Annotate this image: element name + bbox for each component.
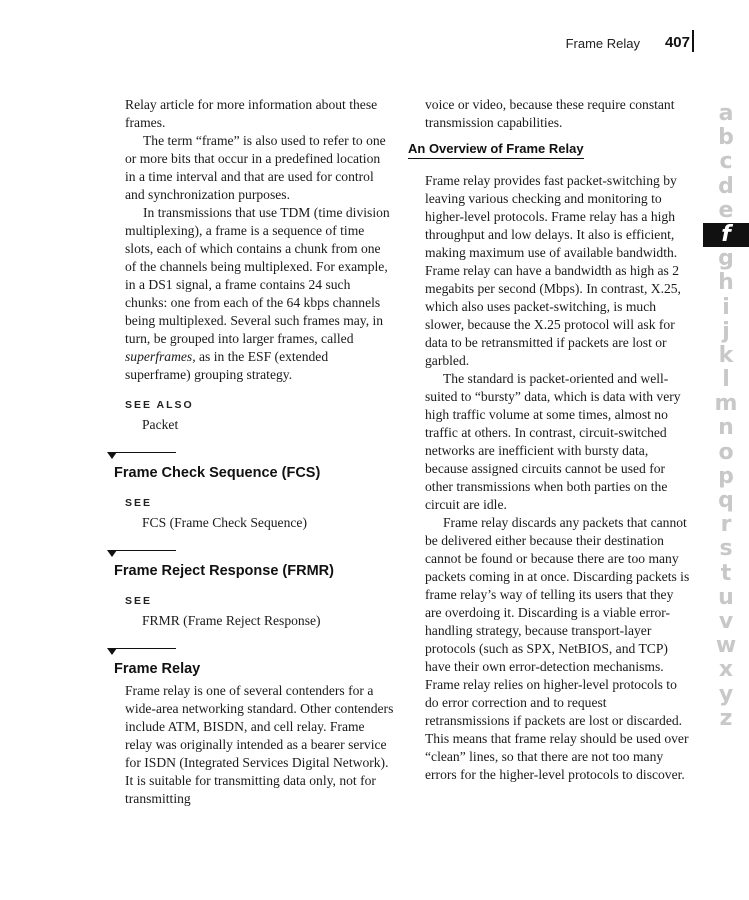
left-column [112, 96, 394, 808]
thumb-letter-s: s [719, 536, 733, 562]
entry-title: Frame Relay [114, 661, 201, 677]
see-label: SEE [125, 497, 153, 509]
thumb-letter-t: t [720, 560, 732, 586]
thumb-letter-k: k [718, 342, 734, 368]
see-reference: FCS (Frame Check Sequence) [142, 515, 307, 530]
entry-marker [112, 550, 182, 560]
section-heading [408, 140, 693, 158]
tdm-text-after: as in the ESF (extended superframe) grouping strategy. [125, 349, 329, 382]
thumb-letter-l: l [722, 367, 730, 393]
entry-rule [112, 648, 176, 649]
see-reference: FRMR (Frame Reject Response) [142, 613, 321, 628]
right-column [408, 96, 693, 784]
triangle-marker-icon [107, 550, 117, 557]
triangle-marker-icon [107, 452, 117, 459]
continued-text [112, 96, 394, 434]
thumb-letter-z: z [719, 705, 733, 731]
tdm-text-before: In transmissions that use TDM (time division multiplexing), a frame is a sequence of time slots, each of which contains a chunk from one of the channels being multiplexed. For example, in a DS1 signal, a frame contains 24 such chunks: one from each of the 64 kbps channels being multiplexed. Several such frames may, in turn, be grouped into larger frames, called [125, 205, 390, 346]
thumb-letter-i: i [722, 294, 730, 320]
entry-title: Frame Check Sequence (FCS) [114, 465, 321, 481]
thumb-letter-j: j [722, 318, 730, 344]
thumb-letter-v: v [718, 608, 734, 634]
entry-rule [112, 452, 176, 453]
thumb-letter-w: w [715, 633, 737, 659]
header-rule [692, 30, 694, 52]
page-number: 407 [664, 34, 690, 51]
running-head: Frame Relay [565, 36, 640, 51]
thumb-letter-r: r [720, 512, 732, 538]
see-also-reference: Packet [142, 417, 179, 432]
entry-title: Frame Reject Response (FRMR) [114, 563, 334, 579]
thumb-letter-u: u [718, 584, 734, 610]
thumb-letter-p: p [718, 463, 734, 489]
entry-rule [112, 550, 176, 551]
bursty-data-paragraph: The standard is packet-oriented and well-suited to “bursty” data, which is data with very high traffic volume at some times, almost no traffic at others. In contrast, circuit-switched networks are inefficient with bursty data, because assigned circuits cannot be used for other transmissions when both parties on the circuit are idle. [425, 371, 681, 512]
thumb-letter-x: x [718, 657, 734, 683]
superframes-emphasis: superframes, [125, 349, 196, 364]
thumb-letter-b: b [718, 125, 734, 151]
frame-bits-paragraph: The term “frame” is also used to refer to one or more bits that occur in a predefined location in a time interval and that are used for control and synchronization purposes. [125, 133, 386, 202]
entry-frame-check-sequence [112, 452, 394, 532]
thumb-letter-c: c [719, 149, 733, 175]
continued-paragraph: voice or video, because these require constant transmission capabilities. [425, 97, 675, 130]
triangle-marker-icon [107, 648, 117, 655]
section-heading-text: An Overview of Frame Relay [408, 141, 584, 159]
frame-relay-intro-paragraph: Frame relay is one of several contenders for a wide-area networking standard. Other contenders include ATM, BISDN, and cell relay. Frame relay was originally intended as a bearer service for ISDN (Integrated Services Digital Network). It is suitable for transmitting data only, not for transmitting [125, 683, 394, 806]
thumb-letter-n: n [718, 415, 734, 441]
thumb-letter-f: f [703, 223, 749, 247]
overview-paragraph: Frame relay provides fast packet-switching by leaving various checking and monitoring to higher-level protocols. Frame relay has a high throughput and low delays. It also is efficient, making maximum use of available bandwidth. Frame relay can have a bandwidth as high as 2 megabits per second (Mbps). In contrast, X.25, which also uses packet-switching, is much slower, because the X.25 protocol will ask for data to be retransmitted if packets are lost or garbled. [425, 173, 681, 368]
thumb-letter-y: y [718, 681, 734, 707]
thumb-letter-a: a [718, 101, 734, 126]
thumb-letter-o: o [718, 439, 734, 465]
tdm-paragraph [125, 204, 394, 384]
discard-packets-paragraph: Frame relay discards any packets that cannot be delivered either because their destination cannot be found or because there are too many packets coming in at once. Discarding packets is frame relay’s way of telling its users that they are overdoing it. Discarding is a viable error-handling strategy, because transport-layer protocols (such as SPX, NetBIOS, and TCP) have their own error-detection mechanisms. Frame relay relies on higher-level protocols to do error correction and to request retransmissions if packets are lost or discarded. This means that frame relay should be used over “clean” lines, so that there are not too many errors for the higher-level protocols to discover. [425, 515, 690, 782]
thumb-letter-m: m [714, 391, 738, 417]
thumb-letter-e: e [718, 197, 734, 223]
page-header [540, 34, 700, 56]
thumb-letter-g: g [718, 246, 734, 272]
see-label: SEE [125, 595, 153, 607]
thumb-letter-h: h [718, 270, 734, 296]
thumb-letter-d: d [718, 173, 734, 199]
alphabet-thumb-index [703, 102, 749, 731]
continued-paragraph: Relay article for more information about these frames. [125, 97, 378, 130]
thumb-letter-q: q [718, 488, 734, 513]
entry-marker [112, 452, 182, 462]
entry-frame-reject-response [112, 550, 394, 630]
entry-marker [112, 648, 182, 658]
entry-frame-relay [112, 648, 394, 808]
see-also-label: SEE ALSO [125, 399, 194, 411]
